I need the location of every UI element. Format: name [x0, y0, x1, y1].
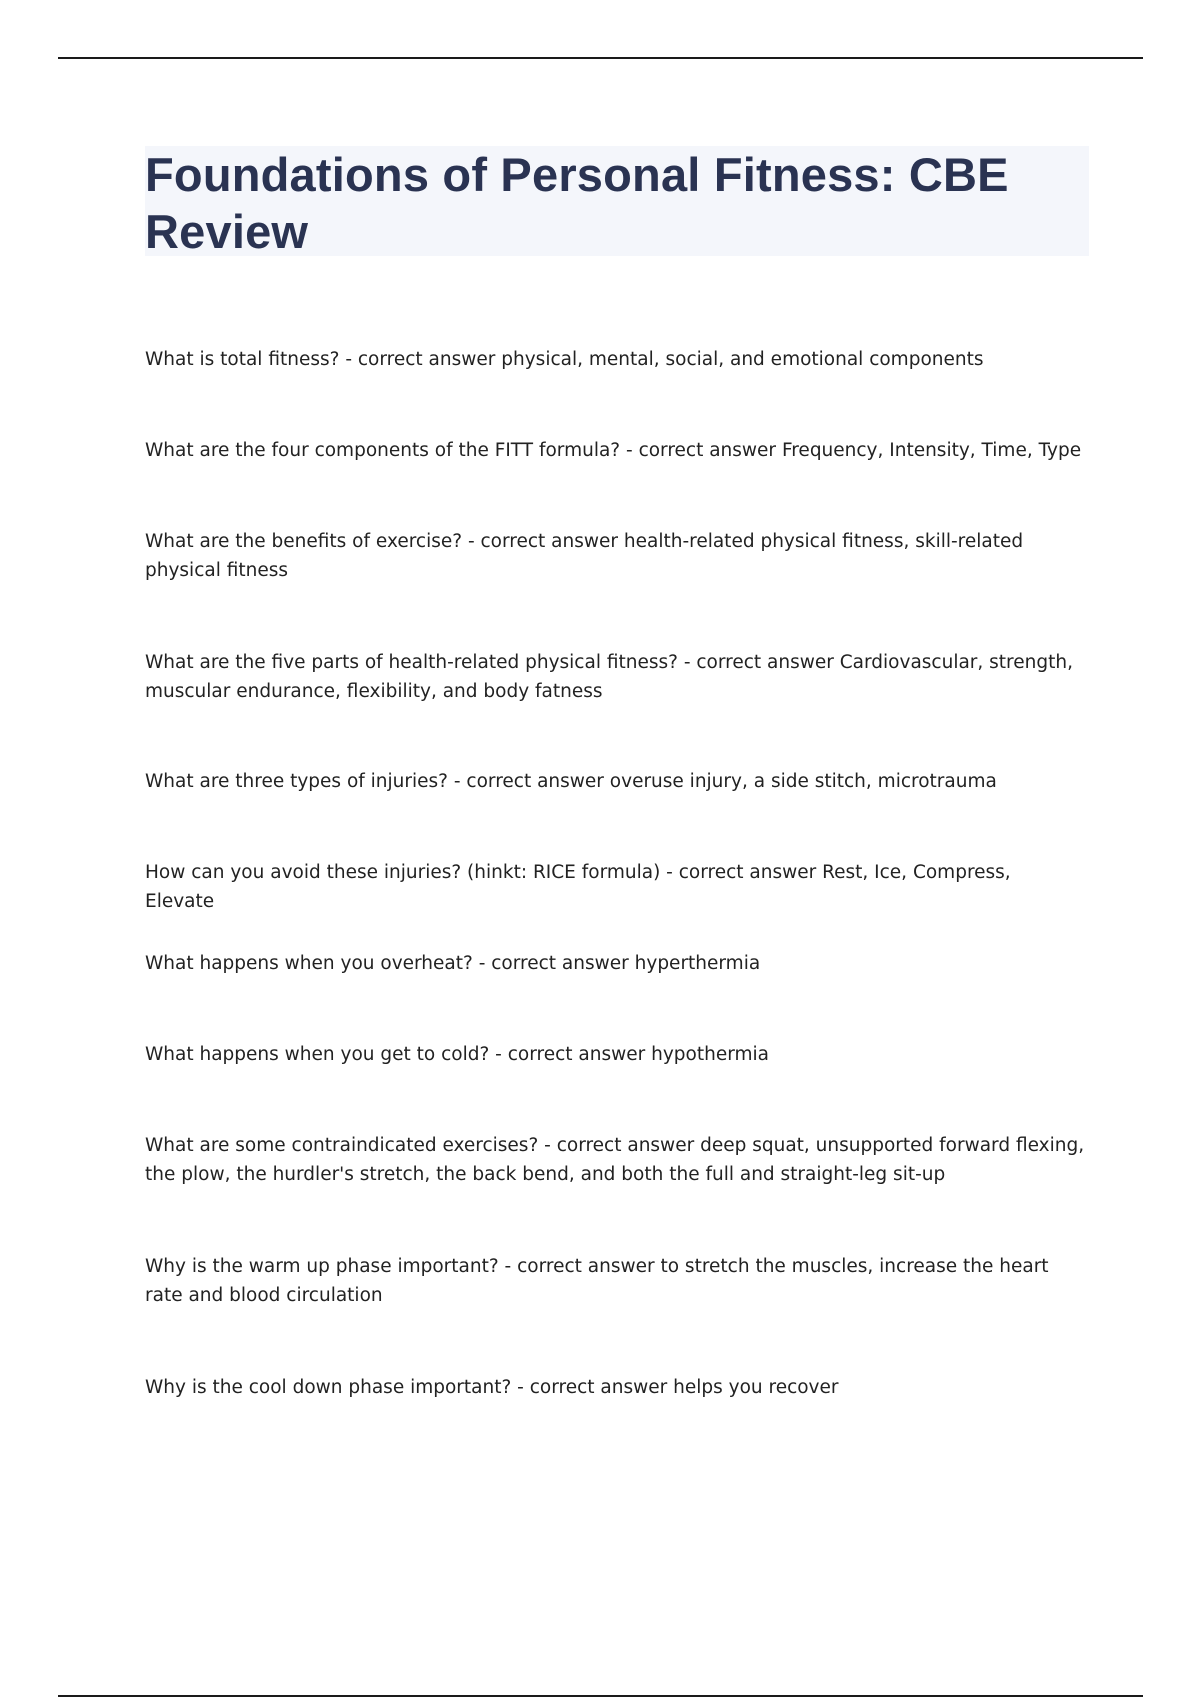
qa-item	[145, 345, 1085, 374]
answer-text: helps you recover	[673, 1377, 839, 1398]
question-text: Why is the cool down phase important?	[145, 1377, 512, 1398]
separator: -	[620, 440, 639, 461]
separator: -	[677, 652, 697, 673]
answer-text: to stretch the muscles, increase the heart rate and blood circulation	[145, 1256, 1049, 1306]
question-text: What happens when you get to cold?	[145, 1044, 490, 1065]
answer-text: hyperthermia	[634, 953, 761, 974]
qa-item	[145, 527, 1085, 585]
question-text: What happens when you overheat?	[145, 953, 473, 974]
answer-prefix: correct answer	[529, 1377, 668, 1398]
answer-prefix: correct answer	[638, 440, 777, 461]
separator: -	[472, 953, 492, 974]
answer-prefix: correct answer	[491, 953, 629, 974]
answer-text: Frequency, Intensity, Time, Type	[781, 440, 1082, 461]
answer-text: physical, mental, social, and emotional components	[501, 349, 984, 370]
answer-text: Rest, Ice, Compress, Elevate	[145, 862, 1011, 912]
separator: -	[511, 1377, 530, 1398]
answer-prefix: correct answer	[517, 1256, 655, 1277]
qa-item	[145, 949, 1085, 978]
qa-item	[145, 858, 1085, 916]
separator: -	[462, 531, 481, 552]
answer-text: overuse injury, a side stitch, microtrauma	[609, 771, 997, 792]
qa-item	[145, 436, 1085, 465]
question-text: What are three types of injuries?	[145, 771, 448, 792]
answer-text: hypothermia	[651, 1044, 769, 1065]
qa-item	[145, 767, 1085, 796]
question-text: What are the benefits of exercise?	[145, 531, 463, 552]
answer-text: deep squat, unsupported forward flexing, the plow, the hurdler's stretch, the back bend, and both the full and straight-leg sit-up	[145, 1135, 1085, 1185]
separator: -	[339, 349, 358, 370]
question-text: What is total fitness?	[145, 349, 340, 370]
question-text: What are the four components of the FITT formula?	[145, 440, 621, 461]
answer-prefix: correct answer	[556, 1135, 695, 1156]
qa-item	[145, 1040, 1085, 1069]
answer-prefix: correct answer	[466, 771, 604, 792]
answer-prefix: correct answer	[507, 1044, 646, 1065]
question-text: What are the five parts of health-related physical fitness?	[145, 652, 678, 673]
page-title: Foundations of Personal Fitness: CBE Review	[145, 148, 1009, 258]
qa-item	[145, 1252, 1085, 1310]
answer-text: Cardiovascular, strength, muscular endurance, flexibility, and body fatness	[145, 652, 1073, 702]
answer-prefix: correct answer	[696, 652, 834, 673]
question-text: How can you avoid these injuries? (hinkt: RICE formula)	[145, 862, 661, 883]
separator: -	[489, 1044, 508, 1065]
separator: -	[498, 1256, 518, 1277]
qa-item	[145, 1131, 1085, 1189]
separator: -	[660, 862, 679, 883]
answer-prefix: correct answer	[480, 531, 618, 552]
answer-prefix: correct answer	[357, 349, 496, 370]
qa-item	[145, 1373, 1085, 1402]
bottom-rule	[58, 1695, 1143, 1697]
question-text: Why is the warm up phase important?	[145, 1256, 499, 1277]
qa-item	[145, 648, 1085, 706]
top-rule	[58, 57, 1143, 59]
separator: -	[447, 771, 467, 792]
separator: -	[538, 1135, 557, 1156]
question-text: What are some contraindicated exercises?	[145, 1135, 539, 1156]
title-box	[145, 146, 1089, 256]
answer-text: health-related physical fitness, skill-related physical fitness	[145, 531, 1024, 581]
answer-prefix: correct answer	[678, 862, 817, 883]
